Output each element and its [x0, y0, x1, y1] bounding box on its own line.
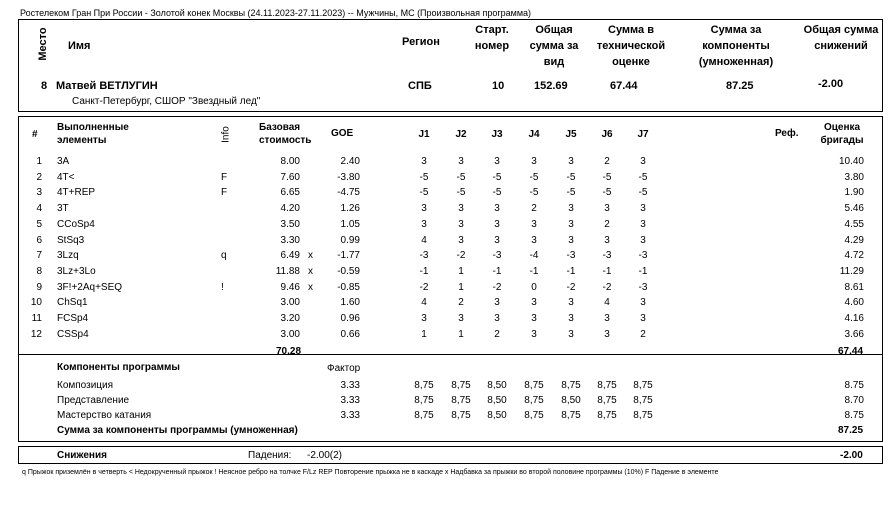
element-judge-6: -5 [602, 172, 612, 183]
component-name: Представление [57, 395, 130, 406]
element-judge-5: 3 [568, 235, 574, 246]
element-info: F [221, 172, 228, 183]
element-goe: 0.66 [340, 329, 360, 340]
component-judge-1: 8,75 [414, 380, 434, 391]
element-base-value: 3.20 [280, 313, 300, 324]
deductions-header: Общая сумма снижений [803, 24, 879, 52]
element-code: StSq3 [57, 235, 85, 246]
component-judge-2: 8,75 [451, 395, 471, 406]
element-judge-3: 3 [494, 156, 500, 167]
component-judge-5: 8,75 [561, 410, 581, 421]
element-base-value: 8.00 [280, 156, 300, 167]
element-judge-7: -3 [638, 250, 648, 261]
component-judge-4: 8,75 [524, 395, 544, 406]
element-judge-2: 1 [458, 282, 464, 293]
element-judge-6: 4 [604, 297, 610, 308]
component-score: 8.75 [844, 410, 864, 421]
element-judge-1: -5 [419, 187, 429, 198]
element-base-value: 3.50 [280, 219, 300, 230]
legend: q Прыжок приземлён в четверть < Недокрученный прыжок ! Неясное ребро на толчке F/Lz REP Повторение прыжка не в каскаде x Надбавка за прыжки во второй половине программы (10%) F Падение в элементе [22, 469, 719, 476]
element-judge-4: 0 [531, 282, 537, 293]
skater-tes: 67.44 [610, 80, 638, 92]
element-score: 4.72 [844, 250, 864, 261]
element-code: CSSp4 [57, 329, 89, 340]
component-judge-5: 8,50 [561, 395, 581, 406]
judge-header-3: J3 [491, 129, 503, 140]
element-score: 5.46 [844, 203, 864, 214]
element-judge-2: -5 [456, 187, 466, 198]
element-code: 3T [57, 203, 69, 214]
element-judge-6: 3 [604, 203, 610, 214]
element-judge-5: -1 [566, 266, 576, 277]
element-goe: 0.99 [340, 235, 360, 246]
component-name: Мастерство катания [57, 410, 152, 421]
element-judge-3: -1 [492, 266, 502, 277]
element-judge-5: 3 [568, 156, 574, 167]
element-score: 10.40 [838, 156, 864, 167]
element-base-value: 3.00 [280, 329, 300, 340]
element-goe: 1.05 [340, 219, 360, 230]
deductions-label: Снижения [57, 450, 107, 461]
element-judge-6: 3 [604, 235, 610, 246]
element-base-value: 11.88 [275, 266, 300, 277]
component-score: 8.70 [844, 395, 864, 406]
component-judge-6: 8,75 [597, 410, 617, 421]
element-judge-4: -5 [529, 172, 539, 183]
element-judge-1: 1 [421, 329, 427, 340]
element-judge-3: 3 [494, 219, 500, 230]
element-goe: 1.60 [340, 297, 360, 308]
event-title: Ростелеком Гран При России - Золотой конек Москвы (24.11.2023-27.11.2023) -- Мужчины, МС (Произвольная программа) [20, 8, 532, 18]
component-score: 8.75 [844, 380, 864, 391]
skater-total-score: 152.69 [534, 80, 568, 92]
element-score: 3.80 [844, 172, 864, 183]
element-judge-1: -2 [419, 282, 429, 293]
component-judge-3: 8,50 [487, 395, 507, 406]
judge-header-7: J7 [637, 129, 649, 140]
component-judge-6: 8,75 [597, 380, 617, 391]
factor-header: Фактор [327, 363, 361, 374]
element-judge-3: -5 [492, 187, 502, 198]
score-header: Оценка бригады [820, 122, 864, 146]
base-header: Базовая стоимость [259, 122, 312, 146]
element-goe: 0.96 [340, 313, 360, 324]
element-judge-5: 3 [568, 329, 574, 340]
element-base-value: 4.20 [280, 203, 300, 214]
element-base-value: 3.30 [280, 235, 300, 246]
element-code: 4T< [57, 172, 75, 183]
element-number: 4 [36, 203, 42, 214]
element-judge-5: 3 [568, 219, 574, 230]
element-number: 12 [30, 329, 42, 340]
element-base-value: 6.49 [280, 250, 300, 261]
element-number: 1 [36, 156, 42, 167]
element-code: 3Lz+3Lo [57, 266, 96, 277]
component-judge-5: 8,75 [561, 380, 581, 391]
element-judge-2: 3 [458, 235, 464, 246]
element-judge-1: -1 [419, 266, 429, 277]
component-judge-2: 8,75 [451, 410, 471, 421]
element-code: CCoSp4 [57, 219, 95, 230]
element-judge-7: 3 [640, 156, 646, 167]
skater-deductions: -2.00 [818, 78, 844, 90]
element-judge-2: 1 [458, 329, 464, 340]
element-score: 1.90 [844, 187, 864, 198]
skater-pcs: 87.25 [726, 80, 754, 92]
element-judge-2: 2 [458, 297, 464, 308]
element-judge-6: -3 [602, 250, 612, 261]
element-judge-4: 3 [531, 329, 537, 340]
component-factor: 3.33 [340, 410, 360, 421]
element-judge-2: 3 [458, 219, 464, 230]
element-judge-7: 3 [640, 235, 646, 246]
element-goe: -0.85 [337, 282, 360, 293]
pcs-header: Сумма за компоненты (умноженная) [698, 24, 774, 68]
start-number-header: Старт. номер [474, 24, 510, 52]
ref-header: Реф. [775, 128, 799, 139]
element-number: 3 [36, 187, 42, 198]
components-title: Компоненты программы [57, 362, 180, 373]
element-code: 3A [57, 156, 70, 167]
component-judge-1: 8,75 [414, 395, 434, 406]
tes-total: 67.44 [838, 346, 864, 357]
deductions-total: -2.00 [840, 450, 863, 461]
judge-header-6: J6 [601, 129, 613, 140]
component-judge-3: 8,50 [487, 380, 507, 391]
component-judge-1: 8,75 [414, 410, 434, 421]
element-judge-3: -2 [492, 282, 502, 293]
judge-header-2: J2 [455, 129, 467, 140]
element-judge-6: 3 [604, 329, 610, 340]
element-number: 9 [36, 282, 42, 293]
element-judge-2: 3 [458, 156, 464, 167]
element-score: 3.66 [844, 329, 864, 340]
element-goe: 1.26 [340, 203, 360, 214]
element-judge-4: 2 [531, 203, 537, 214]
element-code: ChSq1 [57, 297, 88, 308]
falls-value: -2.00(2) [307, 450, 343, 461]
element-base-value: 6.65 [280, 187, 300, 198]
element-code: 3F!+2Aq+SEQ [57, 282, 123, 293]
judge-header-1: J1 [418, 129, 430, 140]
components-divider [18, 354, 883, 355]
element-judge-7: 2 [640, 329, 646, 340]
element-judge-6: 2 [604, 219, 610, 230]
element-score: 11.29 [839, 266, 864, 277]
component-name: Композиция [57, 380, 114, 391]
element-judge-7: 3 [640, 313, 646, 324]
tes-header: Сумма в технической оценке [596, 24, 666, 68]
falls-label: Падения: [248, 450, 292, 461]
total-score-header: Общая сумма за вид [529, 24, 579, 68]
element-judge-3: 3 [494, 297, 500, 308]
components-total-label: Сумма за компоненты программы (умноженная) [57, 425, 298, 436]
element-info: q [221, 250, 227, 261]
element-judge-2: -2 [456, 250, 466, 261]
element-judge-1: 3 [421, 156, 427, 167]
element-judge-7: -5 [638, 187, 648, 198]
element-goe: -0.59 [337, 266, 360, 277]
element-judge-3: -3 [492, 250, 502, 261]
element-base-value: 3.00 [280, 297, 300, 308]
element-judge-3: 3 [494, 235, 500, 246]
component-judge-6: 8,75 [597, 395, 617, 406]
component-judge-2: 8,75 [451, 380, 471, 391]
element-judge-7: -5 [638, 172, 648, 183]
element-code: FCSp4 [57, 313, 89, 324]
judge-header-4: J4 [528, 129, 540, 140]
element-number: 10 [30, 297, 42, 308]
element-judge-2: 1 [458, 266, 464, 277]
element-judge-2: 3 [458, 203, 464, 214]
place-header: Место [37, 27, 49, 61]
component-judge-3: 8,50 [487, 410, 507, 421]
component-judge-7: 8,75 [633, 395, 653, 406]
element-number: 6 [36, 235, 42, 246]
base-total: 70.28 [276, 346, 302, 357]
element-judge-3: 3 [494, 203, 500, 214]
element-judge-6: -5 [602, 187, 612, 198]
component-judge-4: 8,75 [524, 380, 544, 391]
component-judge-7: 8,75 [633, 410, 653, 421]
element-number: 11 [31, 313, 42, 324]
element-judge-1: 4 [421, 235, 427, 246]
skater-place: 8 [41, 80, 48, 92]
element-judge-1: -3 [419, 250, 429, 261]
element-bonus-marker: x [308, 282, 313, 293]
element-judge-1: 3 [421, 313, 427, 324]
element-judge-1: 3 [421, 219, 427, 230]
element-number: 7 [36, 250, 42, 261]
element-bonus-marker: x [308, 266, 313, 277]
element-score: 8.61 [844, 282, 864, 293]
element-judge-5: -5 [566, 187, 576, 198]
element-info: ! [221, 282, 224, 293]
component-judge-4: 8,75 [524, 410, 544, 421]
element-judge-4: 3 [531, 219, 537, 230]
deductions-box [18, 446, 883, 464]
element-judge-5: 3 [568, 297, 574, 308]
element-score: 4.60 [844, 297, 864, 308]
element-judge-5: -5 [566, 172, 576, 183]
element-judge-1: 3 [421, 203, 427, 214]
element-judge-7: 3 [640, 297, 646, 308]
element-base-value: 7.60 [280, 172, 300, 183]
element-base-value: 9.46 [280, 282, 300, 293]
element-number: 2 [36, 172, 42, 183]
element-judge-2: 3 [458, 313, 464, 324]
element-judge-7: 3 [640, 219, 646, 230]
element-goe: -3.80 [337, 172, 360, 183]
element-judge-4: -1 [529, 266, 539, 277]
element-judge-7: -1 [638, 266, 648, 277]
element-number: 5 [36, 219, 42, 230]
element-judge-5: -2 [566, 282, 576, 293]
name-header: Имя [68, 40, 91, 52]
element-score: 4.29 [844, 235, 864, 246]
element-judge-3: 3 [494, 313, 500, 324]
element-judge-2: -5 [456, 172, 466, 183]
components-total: 87.25 [838, 425, 864, 436]
element-judge-6: -2 [602, 282, 612, 293]
element-info: F [221, 187, 228, 198]
skater-start-number: 10 [492, 80, 505, 92]
element-code: 3Lzq [57, 250, 79, 261]
element-judge-1: 4 [421, 297, 427, 308]
element-judge-4: 3 [531, 297, 537, 308]
element-score: 4.16 [844, 313, 864, 324]
judge-header-5: J5 [565, 129, 577, 140]
element-judge-4: -4 [529, 250, 539, 261]
region-header: Регион [402, 36, 440, 48]
element-judge-4: 3 [531, 235, 537, 246]
info-header: Info [220, 126, 232, 143]
component-judge-7: 8,75 [633, 380, 653, 391]
element-judge-6: -1 [602, 266, 612, 277]
element-goe: 2.40 [340, 156, 360, 167]
element-code: 4T+REP [57, 187, 96, 198]
element-judge-4: 3 [531, 313, 537, 324]
element-judge-1: -5 [419, 172, 429, 183]
element-judge-6: 3 [604, 313, 610, 324]
element-goe: -1.77 [337, 250, 360, 261]
element-number: 8 [36, 266, 42, 277]
goe-header: GOE [331, 128, 354, 139]
element-judge-5: -3 [566, 250, 576, 261]
element-judge-5: 3 [568, 313, 574, 324]
element-judge-6: 2 [604, 156, 610, 167]
element-judge-4: 3 [531, 156, 537, 167]
element-judge-3: 2 [494, 329, 500, 340]
element-judge-3: -5 [492, 172, 502, 183]
element-bonus-marker: x [308, 250, 313, 261]
skater-region: СПБ [408, 80, 432, 92]
element-judge-7: -3 [638, 282, 648, 293]
skater-club: Санкт-Петербург, СШОР "Звездный лед" [72, 96, 261, 107]
component-factor: 3.33 [340, 380, 360, 391]
component-factor: 3.33 [340, 395, 360, 406]
num-header: # [32, 129, 38, 140]
skater-name: Матвей ВЕТЛУГИН [56, 80, 158, 92]
element-goe: -4.75 [337, 187, 360, 198]
element-score: 4.55 [844, 219, 864, 230]
element-header: Выполненные элементы [57, 122, 129, 146]
element-judge-4: -5 [529, 187, 539, 198]
element-judge-5: 3 [568, 203, 574, 214]
element-judge-7: 3 [640, 203, 646, 214]
